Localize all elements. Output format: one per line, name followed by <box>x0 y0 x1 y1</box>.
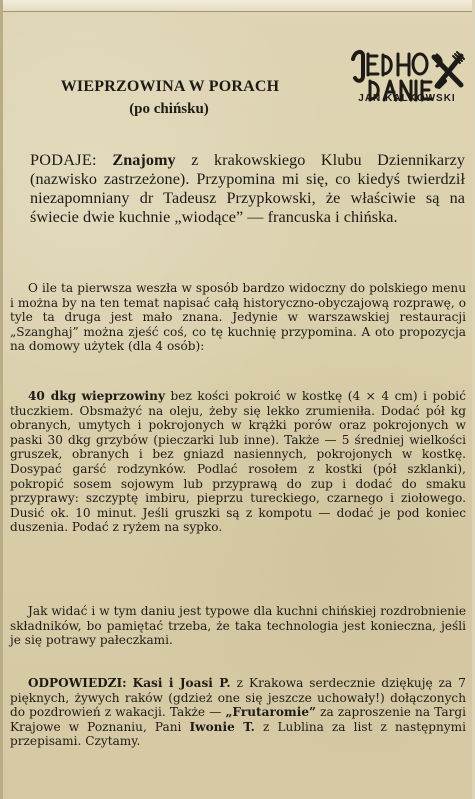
paragraph-history-text: O ile ta pierwsza weszła w sposób bardzo widoczny do polskiego menu i można by na ten temat napisać całą historyczno-obyczajową rozprawę, o tyle ta druga jest mało znana. Jedynie w warszawskiej restauracji „Szanghaj” można zjeść coś, co tę kuchnię przypomina. A oto propozycja na domowy użytek (dla 4 osób): <box>10 281 466 354</box>
paragraph-history <box>10 281 466 354</box>
intro-source: Znajomy <box>112 151 176 169</box>
answers-name-frutaroma: „Frutaromie” <box>225 705 316 720</box>
answers-name-iwona: Iwonie T. <box>189 719 255 734</box>
answers-name-kasia-joasia: Kasi i Joasi P. <box>132 676 231 690</box>
top-rule <box>0 0 475 12</box>
answers-text-2: za zaproszenie na Targi Krajowe w Poznaniu, Pani <box>10 705 466 734</box>
intro-paragraph <box>30 151 465 227</box>
answers-text-1: z Krakowa serdecznie dziękuję za 7 pięknych, żywych raków (gdzież one się jeszcze uchowały!) dołączonych do pozdrowień z wakacji. Także — <box>10 676 466 720</box>
recipe-paragraph <box>10 389 466 535</box>
answers-text-3: z Lublina za list z następnymi przepisami. Czytamy. <box>10 719 467 749</box>
recipe-amount: 40 dkg <box>28 389 77 403</box>
paragraph-technique-text: Jak widać i w tym daniu jest typowe dla kuchni chińskiej rozdrobnienie składników, bo pamiętać trzeba, że taka technologia jest konieczna, jeśli je się potrawy pałeczkami. <box>10 604 466 648</box>
recipe-main-ingredient: wieprzowiny <box>81 389 166 403</box>
article-title: WIEPRZOWINA W PORACH <box>60 78 280 95</box>
author-name: JAN KALKOWSKI <box>358 93 456 104</box>
article-subtitle: (po chińsku) <box>129 101 209 117</box>
paragraph-technique <box>10 604 466 648</box>
left-edge <box>0 0 3 799</box>
recipe-text: bez kości pokroić w kostkę (4 × 4 cm) i pobić tłuczkiem. Obsmażyć na oleju, żeby się lekko zrumieniła. Dodać pół kg obranych, umytych i pokrojonych w krążki porów oraz pokrojonych w paski 30 dkg grzybów (pieczarki lub inne). Także — 5 średniej wielkości gruszek, obranych i bez gniazd nasiennych, pokrojonych w kostkę. Dosypać garść rodzynków. Podlać rosołem z kostki (pół szklanki), pokropić sosem sojowym lub przyprawą do zup i dodać do smaku przyprawy: szczyptę imbiru, pieprzu tureckiego, czarnego i ziołowego. Dusić ok. 10 minut. Jeśli gruszki są z kompotu — dodać je pod koniec duszenia. Podać z ryżem na sypko. <box>10 389 466 535</box>
answers-label: ODPOWIEDZI: <box>28 676 127 690</box>
intro-lead: PODAJE: <box>30 151 97 169</box>
answers-paragraph <box>10 676 466 749</box>
intro-text: z krakowskiego Klubu Dziennikarzy (nazwisko zastrzeżone). Przypomina mi się, co kiedyś twierdził niezapomniany dr Tadeusz Przypkowski, że właściwie są na świecie dwie kuchnie „wiodące” — francuska i chińska. <box>30 151 465 226</box>
